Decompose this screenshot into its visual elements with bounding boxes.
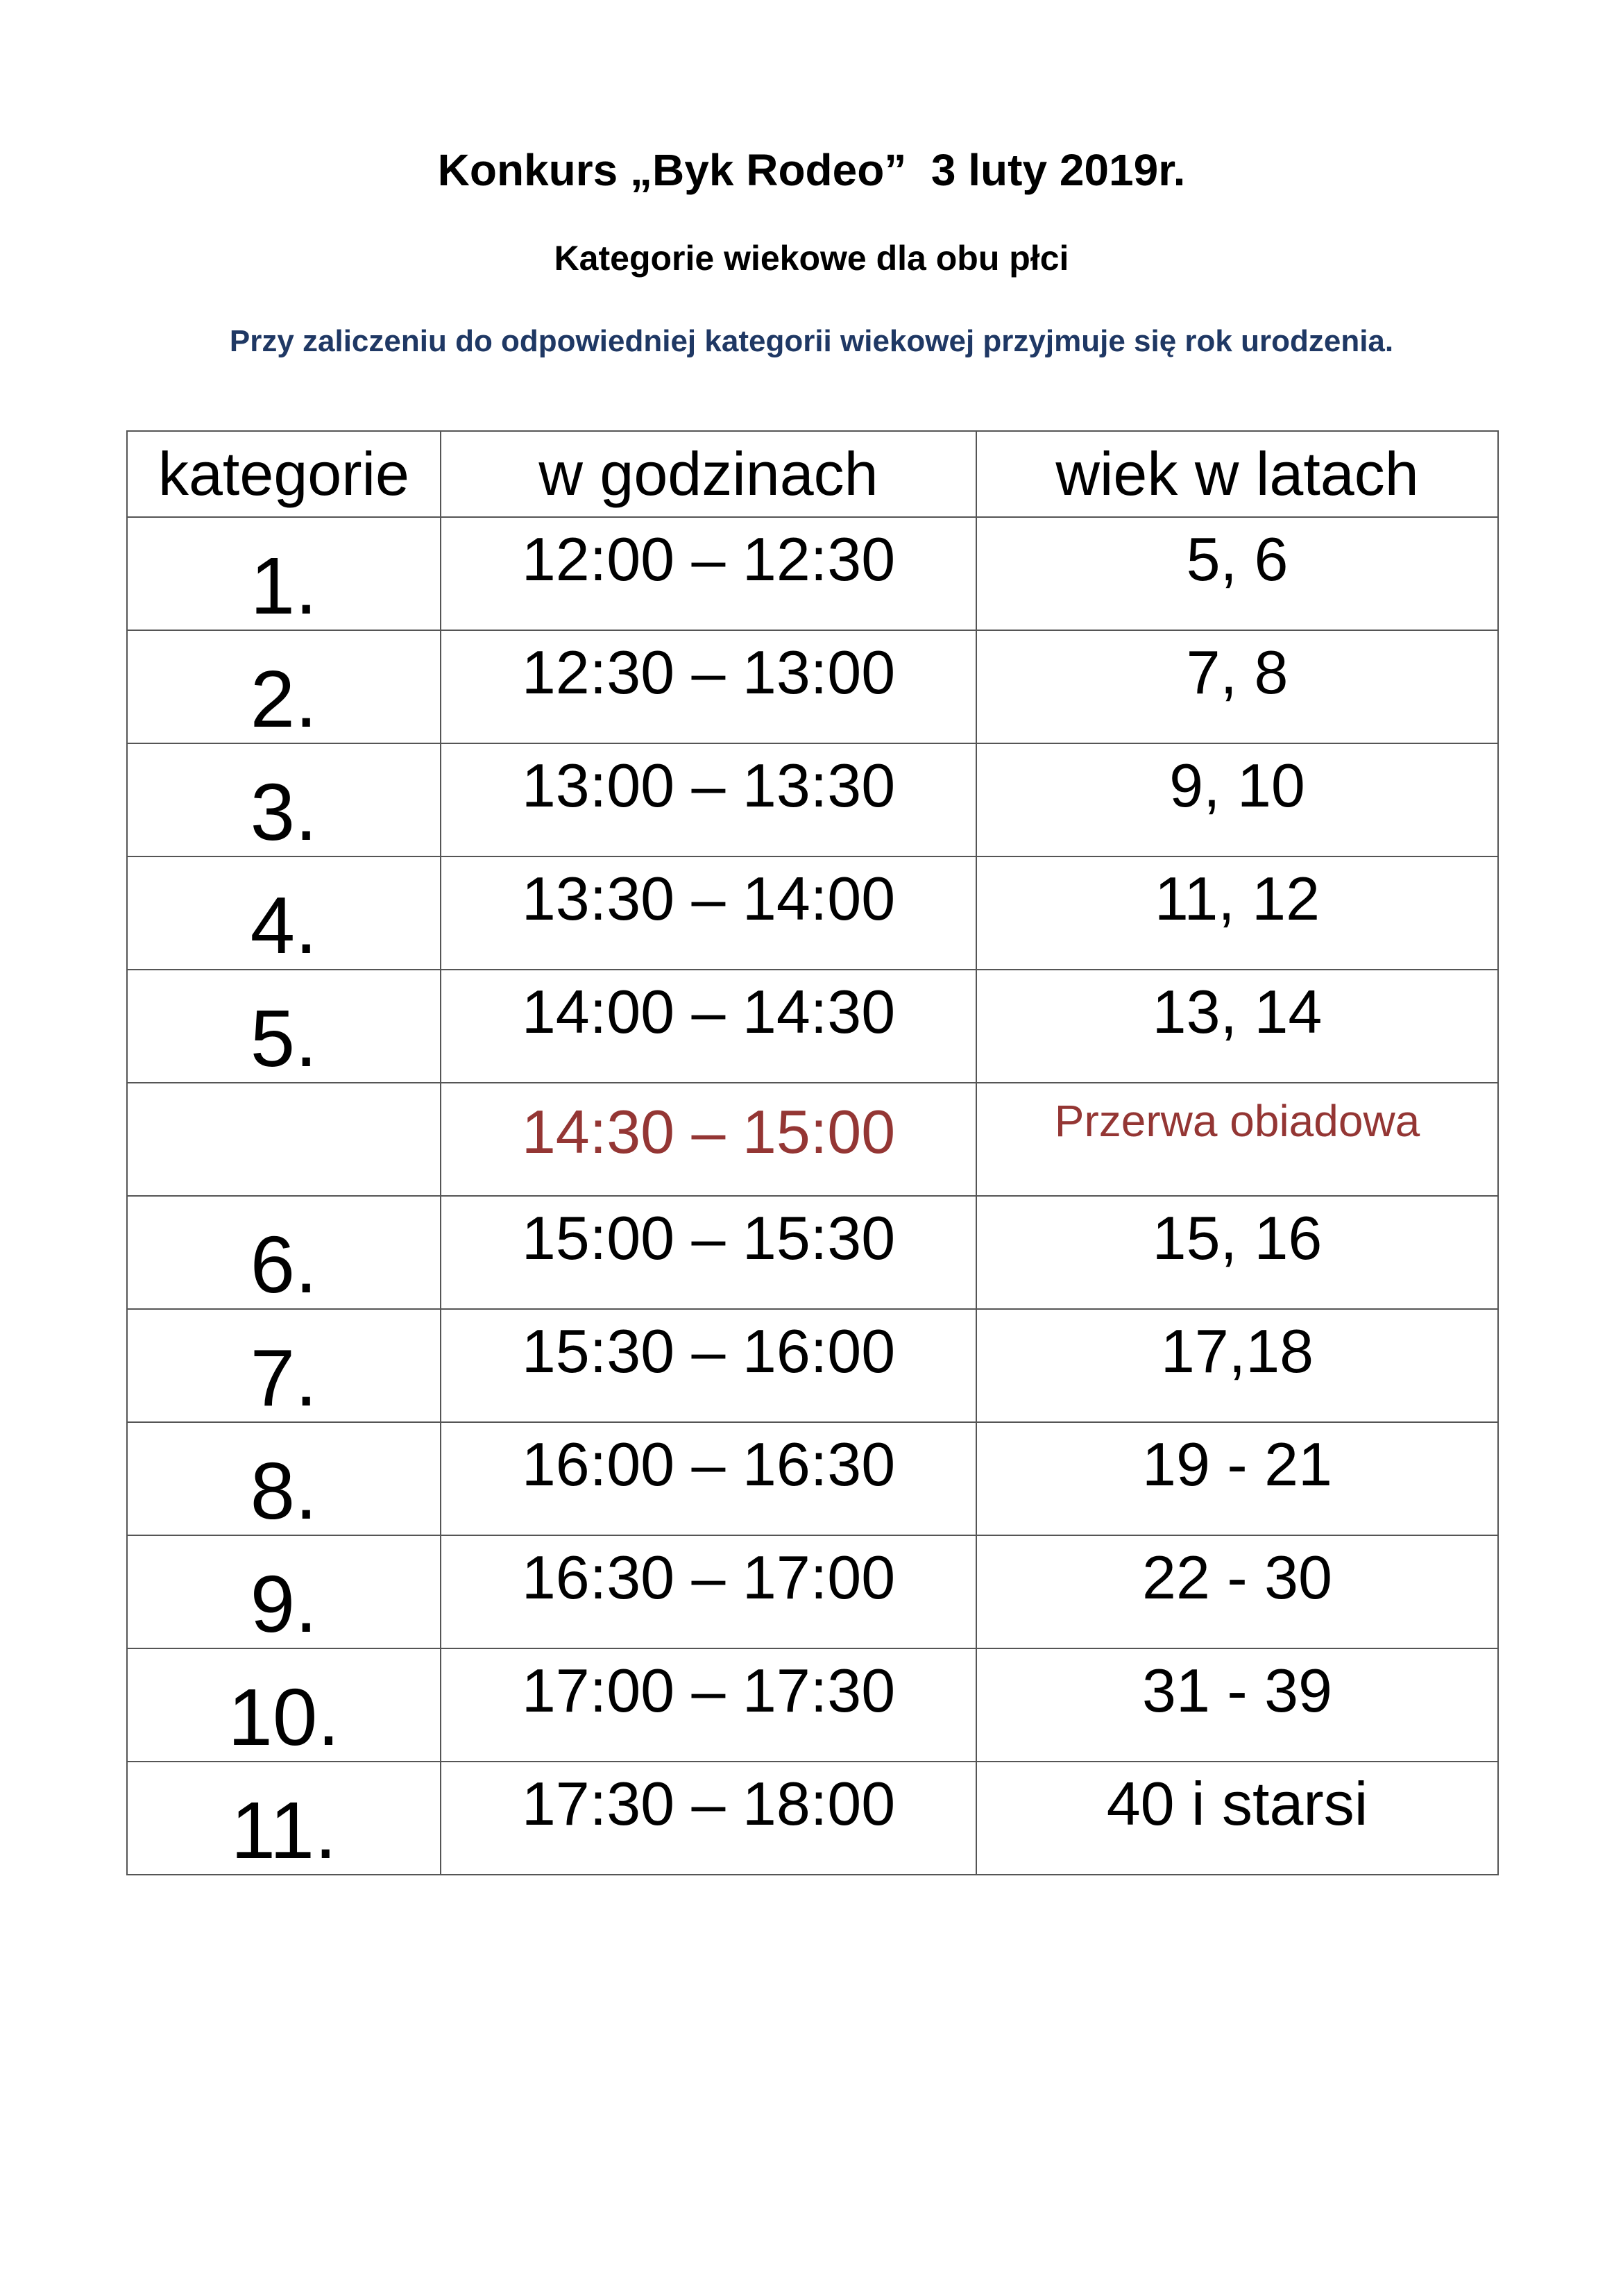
column-header-category: kategorie: [127, 431, 441, 517]
birth-year-note: Przy zaliczeniu do odpowiedniej kategorii wiekowej przyjmuje się rok urodzenia.: [229, 324, 1394, 358]
break-label-cell: Przerwa obiadowa: [976, 1083, 1498, 1196]
category-cell: 4.: [127, 856, 441, 970]
page-title: Konkurs „Byk Rodeo” 3 luty 2019r.: [437, 145, 1186, 195]
schedule-table: [126, 430, 1499, 1875]
hours-cell: 15:00 – 15:30: [441, 1196, 976, 1309]
age-cell: 9, 10: [976, 743, 1498, 856]
column-header-hours: w godzinach: [441, 431, 976, 517]
hours-cell: 17:00 – 17:30: [441, 1648, 976, 1762]
age-cell: 7, 8: [976, 630, 1498, 743]
category-cell: 11.: [127, 1762, 441, 1875]
category-cell: 2.: [127, 630, 441, 743]
hours-cell: 15:30 – 16:00: [441, 1309, 976, 1422]
table-row: [127, 743, 1498, 856]
category-cell-empty: [127, 1083, 441, 1196]
age-cell: 15, 16: [976, 1196, 1498, 1309]
table-row: [127, 1535, 1498, 1648]
category-cell: 10.: [127, 1648, 441, 1762]
table-row: [127, 1422, 1498, 1535]
category-cell: 7.: [127, 1309, 441, 1422]
hours-cell: 16:00 – 16:30: [441, 1422, 976, 1535]
hours-cell: 16:30 – 17:00: [441, 1535, 976, 1648]
hours-cell: 12:30 – 13:00: [441, 630, 976, 743]
table-row: [127, 1762, 1498, 1875]
table-row: [127, 1196, 1498, 1309]
age-cell: 5, 6: [976, 517, 1498, 630]
age-cell: 19 - 21: [976, 1422, 1498, 1535]
break-hours-cell: 14:30 – 15:00: [441, 1083, 976, 1196]
column-header-age: wiek w latach: [976, 431, 1498, 517]
category-cell: 3.: [127, 743, 441, 856]
table-row: [127, 970, 1498, 1083]
age-cell: 17,18: [976, 1309, 1498, 1422]
table-row: [127, 1309, 1498, 1422]
hours-cell: 13:30 – 14:00: [441, 856, 976, 970]
category-cell: 6.: [127, 1196, 441, 1309]
table-row: [127, 517, 1498, 630]
category-cell: 9.: [127, 1535, 441, 1648]
age-cell: 11, 12: [976, 856, 1498, 970]
hours-cell: 17:30 – 18:00: [441, 1762, 976, 1875]
lunch-break-row: [127, 1083, 1498, 1196]
category-cell: 5.: [127, 970, 441, 1083]
table-row: [127, 630, 1498, 743]
hours-cell: 13:00 – 13:30: [441, 743, 976, 856]
page-subtitle: Kategorie wiekowe dla obu płci: [554, 239, 1069, 278]
age-cell: 31 - 39: [976, 1648, 1498, 1762]
hours-cell: 14:00 – 14:30: [441, 970, 976, 1083]
category-cell: 1.: [127, 517, 441, 630]
table-row: [127, 1648, 1498, 1762]
age-cell: 40 i starsi: [976, 1762, 1498, 1875]
category-cell: 8.: [127, 1422, 441, 1535]
age-cell: 13, 14: [976, 970, 1498, 1083]
table-row: [127, 856, 1498, 970]
table-header-row: [127, 431, 1498, 517]
hours-cell: 12:00 – 12:30: [441, 517, 976, 630]
age-cell: 22 - 30: [976, 1535, 1498, 1648]
